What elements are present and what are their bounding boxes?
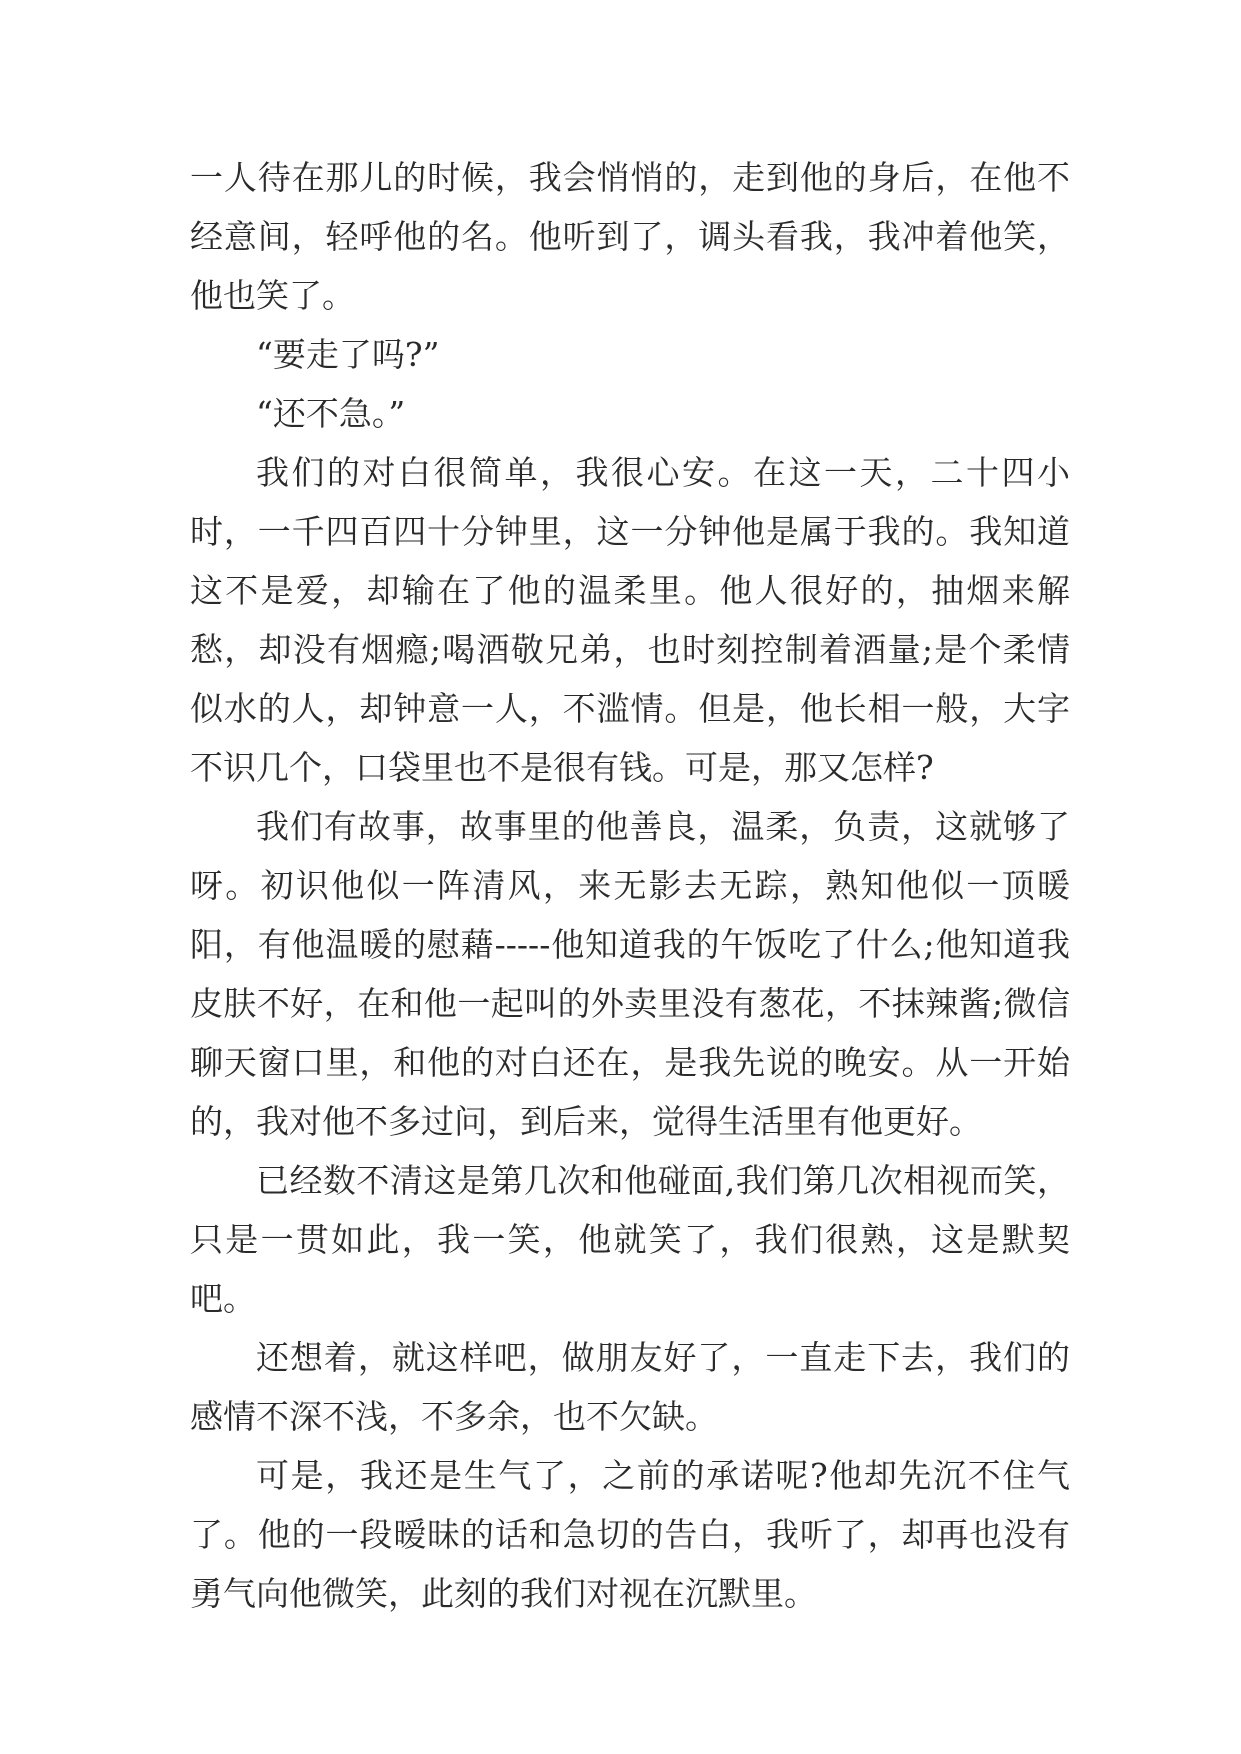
- paragraph: 可是，我还是生气了，之前的承诺呢?他却先沉不住气了。他的一段暧昧的话和急切的告白，我听了，却再也没有勇气向他微笑，此刻的我们对视在沉默里。: [190, 1456, 1070, 1613]
- paragraph: 已经数不清这是第几次和他碰面,我们第几次相视而笑，只是一贯如此，我一笑，他就笑了，我们很熟，这是默契吧。: [190, 1161, 1070, 1318]
- paragraph: 我们有故事，故事里的他善良，温柔，负责，这就够了呀。初识他似一阵清风，来无影去无踪，熟知他似一顶暖阳，有他温暖的慰藉-----他知道我的午饭吃了什么;他知道我皮肤不好，在和他一起叫的外卖里没有葱花，不抹辣酱;微信聊天窗口里，和他的对白还在，是我先说的晚安。从一开始的，我对他不多过问，到后来，觉得生活里有他更好。: [190, 807, 1070, 1141]
- dialogue-line: “要走了吗?”: [256, 335, 440, 374]
- paragraph: 还想着，就这样吧，做朋友好了，一直走下去，我们的感情不深不浅，不多余，也不欠缺。: [190, 1338, 1070, 1436]
- paragraph-continuation: 一人待在那儿的时候，我会悄悄的，走到他的身后，在他不经意间，轻呼他的名。他听到了，调头看我，我冲着他笑，他也笑了。: [190, 158, 1070, 315]
- paragraph: 我们的对白很简单，我很心安。在这一天，二十四小时，一千四百四十分钟里，这一分钟他是属于我的。我知道这不是爱，却输在了他的温柔里。他人很好的，抽烟来解愁，却没有烟瘾;喝酒敬兄弟，也时刻控制着酒量;是个柔情似水的人，却钟意一人，不滥情。但是，他长相一般，大字不识几个，口袋里也不是很有钱。可是，那又怎样?: [190, 453, 1070, 787]
- dialogue-line: “还不急。”: [256, 394, 406, 433]
- document-body: [190, 148, 1070, 1623]
